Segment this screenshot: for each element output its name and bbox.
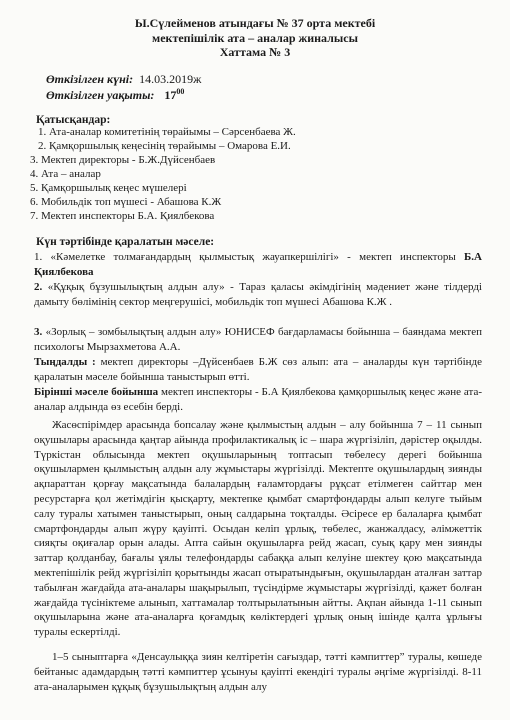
date-label: Өткізілген күні: [46,72,134,86]
listened-paragraph: Тыңдалды : мектеп директоры –Дүйсенбаев Б.Ж сөз алып: ата – аналарды күн тәртібінде қаралатын мәселе бойынша таныстырып өтті. [34,356,482,383]
date-value: 14.03.2019ж [139,72,202,86]
attendee-item: 1. Ата-аналар комитетінің төрайымы – Сәрсенбаева Ж. [38,126,296,138]
report-paragraph: Жасөспірімдер арасында бопсалау және қылмыстың алдын – алу бойынша 7 – 11 сынып оқушылары арасында қаңтар айында профилактикалық іс – шара жүргізіліп, дәрістер оқылды. Түркістан облысында мектеп оқушыларының топтасып төбелесу дерегі бойынша оқушылармен қылмыстың алдын алу жұмыстары жүргізілді. Мектепте оқушылардың зиянды ақпараттан қорғау мақсатында балалардың ғаламтордағы рұқсат етілмеген сайттар мен ресурстарға қол жетімдігін қысқарту, мектепке қымбат смартфондарды алып келуге тыйым салу туралы хатымен таныстырып, оның салдарына тоқталды. Әсіресе ер балаларға қымбат смартфондарды алып жүру қауіпті. Осыдан келіп ұрлық, төбелес, жанжалдасу, әлімжеттік сияқты оқиғалар орын алады. Апта сайын оқушыларға рейд жасап, суық қару мен зиянды заттар қолданбау, бағалы ұялы телефондарды сабаққа алып келуіне шектеу қою мақсатында мектепішілік рейд жүргізіліп қорытынды жасап отыратындығын, оқушылардан аталған заттар табылған жағдайда ата-аналары шақырылып, түсіндірме жұмыстары жүргізілді, қажет болған жағдайда түсініктеме алынып, хаттамалар толтырылатынын айтты. Ақпан айында 1-11 сынып оқушыларына және ата-аналарға қоғамдық көліктердегі ұрлық оның ішінде қалта ұрлығы туралы ескертілді. [34,419,482,639]
attendee-item: 6. Мобильдік топ мүшесі - Абашова К.Ж [30,196,222,208]
attendee-item: 7. Мектеп инспекторы Б.А. Қиялбекова [30,210,215,222]
agenda-item-1: 1. «Кәмелетке толмағандардың қылмыстық жауапкершілігі» - мектеп инспекторы Б.А Қиялбекова [34,251,482,278]
attendee-item: 2. Қамқоршылық кеңесінің төрайымы – Омарова Е.И. [38,140,291,152]
meeting-date [46,72,201,87]
meeting-time [46,87,184,103]
first-issue-paragraph: Бірінші мәселе бойынша мектеп инспекторы - Б.А Қиялбекова қамқоршылық кеңес және ата-аналар алдында өз есебін берді. [34,386,482,413]
meeting-title: мектепішілік ата – аналар жиналысы [152,30,358,45]
school-name: Ы.Сүлейменов атындағы № 37 орта мектебі [134,16,376,30]
attendee-item: 5. Қамқоршылық кеңес мүшелері [30,182,187,194]
agenda-item-2: 2. «Құқық бұзушылықтың алдын алу» - Тараз қаласы әкімдігінің мәдениет және тілдерді дамыту бөлімінің сектор меңгерушісі, мобильдік топ мүшесі Абашова К.Ж . [34,281,482,308]
document-header [0,16,510,60]
time-value: $17^{00}$ [164,87,185,102]
attendee-item: 3. Мектеп директоры - Б.Ж.Дүйсенбаев [30,154,216,166]
attendee-item: 4. Ата – аналар [30,168,101,180]
agenda-item-3: 3. «Зорлық – зомбылықтың алдын алу» ЮНИСЕФ бағдарламасы бойынша – баяндама мектеп психологы Мырзахметова А.А. [34,326,482,353]
agenda-title: Күн тәртібінде қаралатын мәселе: [36,236,215,248]
attendees-title: Қатысқандар: [36,114,111,126]
second-paragraph: 1–5 сыныптарға «Денсаулыққа зиян келтіретін сағыздар, тәтті кәмпиттер” туралы, көшеде бейтаныс адамдардың тәтті кәмпиттер ұсынуы қауіпті екендігі туралы әңгіме жүргізілді. 8-11 ата-аналарымен құқық бұзушылықтың алдын алу [34,651,482,693]
protocol-number: Хаттама № 3 [219,45,291,59]
time-label: Өткізілген уақыты: [46,88,155,102]
